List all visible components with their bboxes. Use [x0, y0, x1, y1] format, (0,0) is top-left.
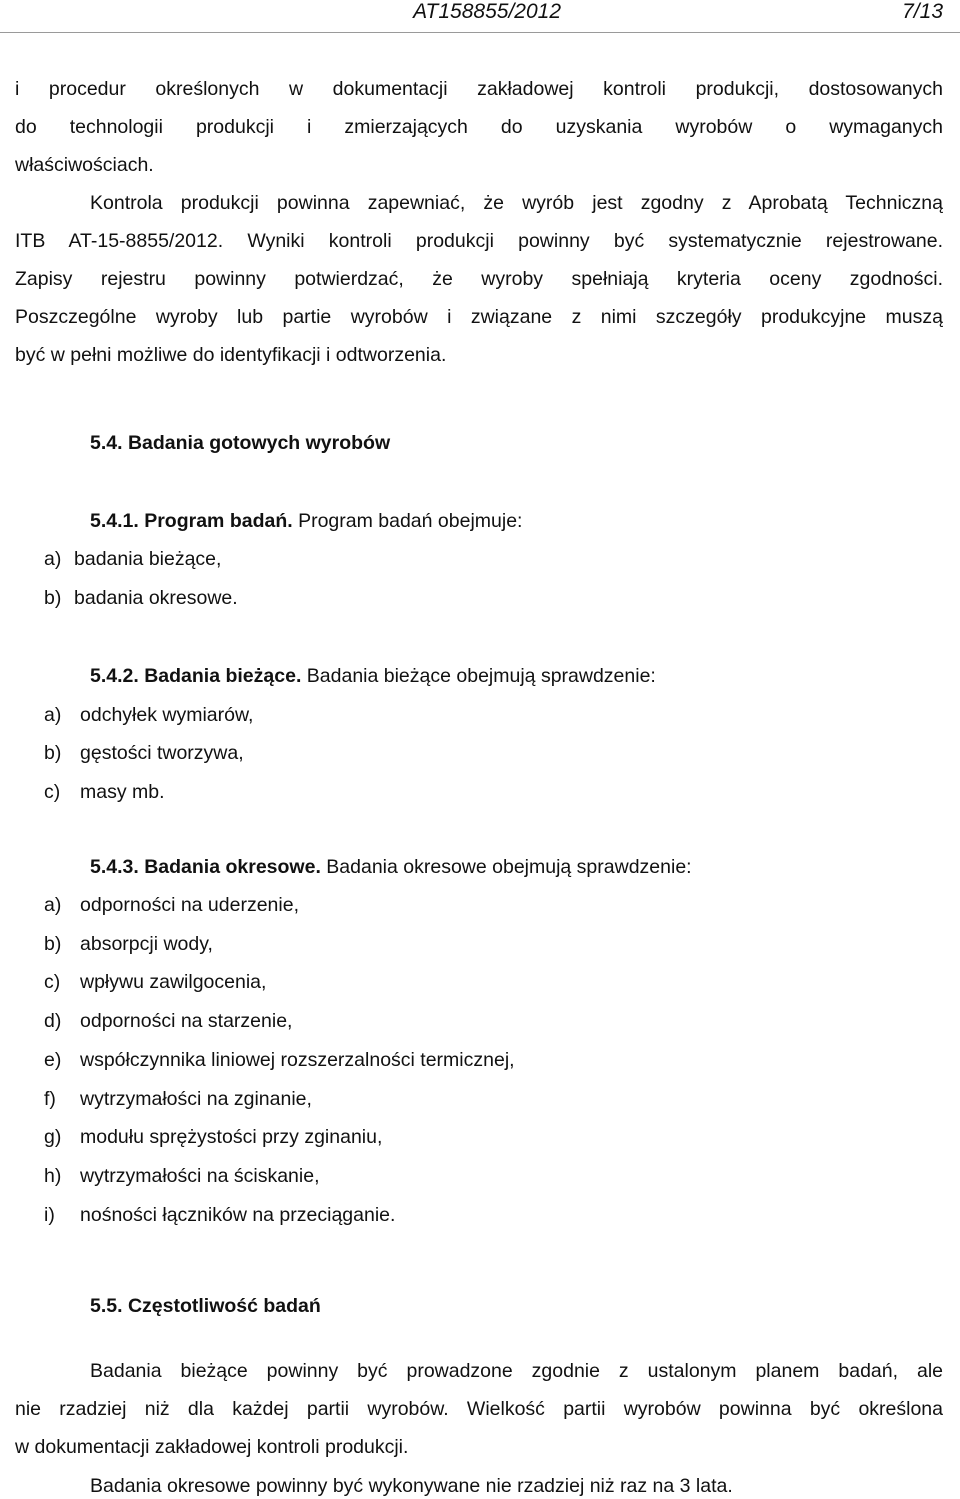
intro-line-1: i procedur określonych w dokumentacji zakładowej kontroli produkcji, dostosowanych	[15, 78, 943, 100]
section-5-5-line-2: nie rzadziej niż dla każdej partii wyrobów. Wielkość partii wyrobów powinna być określona	[15, 1398, 943, 1420]
list-item: masy mb.	[80, 781, 165, 803]
page-header	[0, 0, 960, 33]
section-5-5-line-1: Badania bieżące powinny być prowadzone zgodnie z ustalonym planem badań, ale	[90, 1360, 943, 1382]
section-5-4-3	[90, 855, 692, 879]
section-5-4-1-text: Program badań obejmuje:	[292, 510, 523, 532]
list-item: gęstości tworzywa,	[80, 742, 244, 764]
list-label: a)	[44, 894, 62, 916]
list-item: wpływu zawilgocenia,	[80, 971, 267, 993]
list-label: b)	[44, 933, 62, 955]
list-label: h)	[44, 1165, 62, 1187]
list-item: współczynnika liniowej rozszerzalności termicznej,	[80, 1049, 515, 1071]
intro-line-7: Poszczególne wyroby lub partie wyrobów i związane z nimi szczegóły produkcyjne muszą	[15, 306, 943, 328]
list-label: f)	[44, 1088, 56, 1110]
section-5-4-1	[90, 509, 522, 533]
section-5-5-heading: 5.5. Częstotliwość badań	[90, 1295, 321, 1317]
list-label: c)	[44, 971, 61, 993]
intro-line-6: Zapisy rejestru powinny potwierdzać, że wyroby spełniają kryteria oceny zgodności.	[15, 268, 943, 290]
section-5-4-2-text: Badania bieżące obejmują sprawdzenie:	[301, 665, 656, 687]
list-label: e)	[44, 1049, 62, 1071]
list-label: d)	[44, 1010, 62, 1032]
intro-line-4: Kontrola produkcji powinna zapewniać, że wyrób jest zgodny z Aprobatą Techniczną	[90, 192, 943, 214]
list-item: badania bieżące,	[74, 548, 222, 570]
section-5-4-2	[90, 664, 656, 688]
section-5-4-1-heading: 5.4.1. Program badań.	[90, 510, 293, 532]
intro-line-2: do technologii produkcji i zmierzających do uzyskania wyrobów o wymaganych	[15, 116, 943, 138]
list-item: wytrzymałości na zginanie,	[80, 1088, 312, 1110]
section-5-5-line-3: w dokumentacji zakładowej kontroli produkcji.	[15, 1436, 409, 1458]
section-5-4-heading: 5.4. Badania gotowych wyrobów	[90, 432, 391, 454]
list-item: odporności na starzenie,	[80, 1010, 293, 1032]
list-label: c)	[44, 781, 61, 803]
intro-line-8: być w pełni możliwe do identyfikacji i odtworzenia.	[15, 344, 447, 366]
list-item: modułu sprężystości przy zginaniu,	[80, 1126, 383, 1148]
document-id: AT158855/2012	[413, 0, 561, 23]
list-item: badania okresowe.	[74, 587, 238, 609]
list-item: wytrzymałości na ściskanie,	[80, 1165, 320, 1187]
list-label: b)	[44, 587, 62, 609]
list-item: nośności łączników na przeciąganie.	[80, 1204, 396, 1226]
list-label: a)	[44, 704, 62, 726]
list-label: g)	[44, 1126, 62, 1148]
section-5-5-line-4: Badania okresowe powinny być wykonywane nie rzadziej niż raz na 3 lata.	[90, 1475, 733, 1497]
list-label: i)	[44, 1204, 55, 1226]
page-number: 7/13	[902, 0, 943, 23]
section-5-4-2-heading: 5.4.2. Badania bieżące.	[90, 665, 302, 687]
list-label: b)	[44, 742, 62, 764]
intro-line-3: właściwościach.	[15, 154, 154, 176]
intro-line-5: ITB AT-15-8855/2012. Wyniki kontroli produkcji powinny być systematycznie rejestrowane.	[15, 230, 943, 252]
list-item: absorpcji wody,	[80, 933, 213, 955]
list-label: a)	[44, 548, 62, 570]
list-item: odchyłek wymiarów,	[80, 704, 254, 726]
list-item: odporności na uderzenie,	[80, 894, 299, 916]
section-5-4-3-text: Badania okresowe obejmują sprawdzenie:	[320, 856, 692, 878]
section-5-4-3-heading: 5.4.3. Badania okresowe.	[90, 856, 321, 878]
